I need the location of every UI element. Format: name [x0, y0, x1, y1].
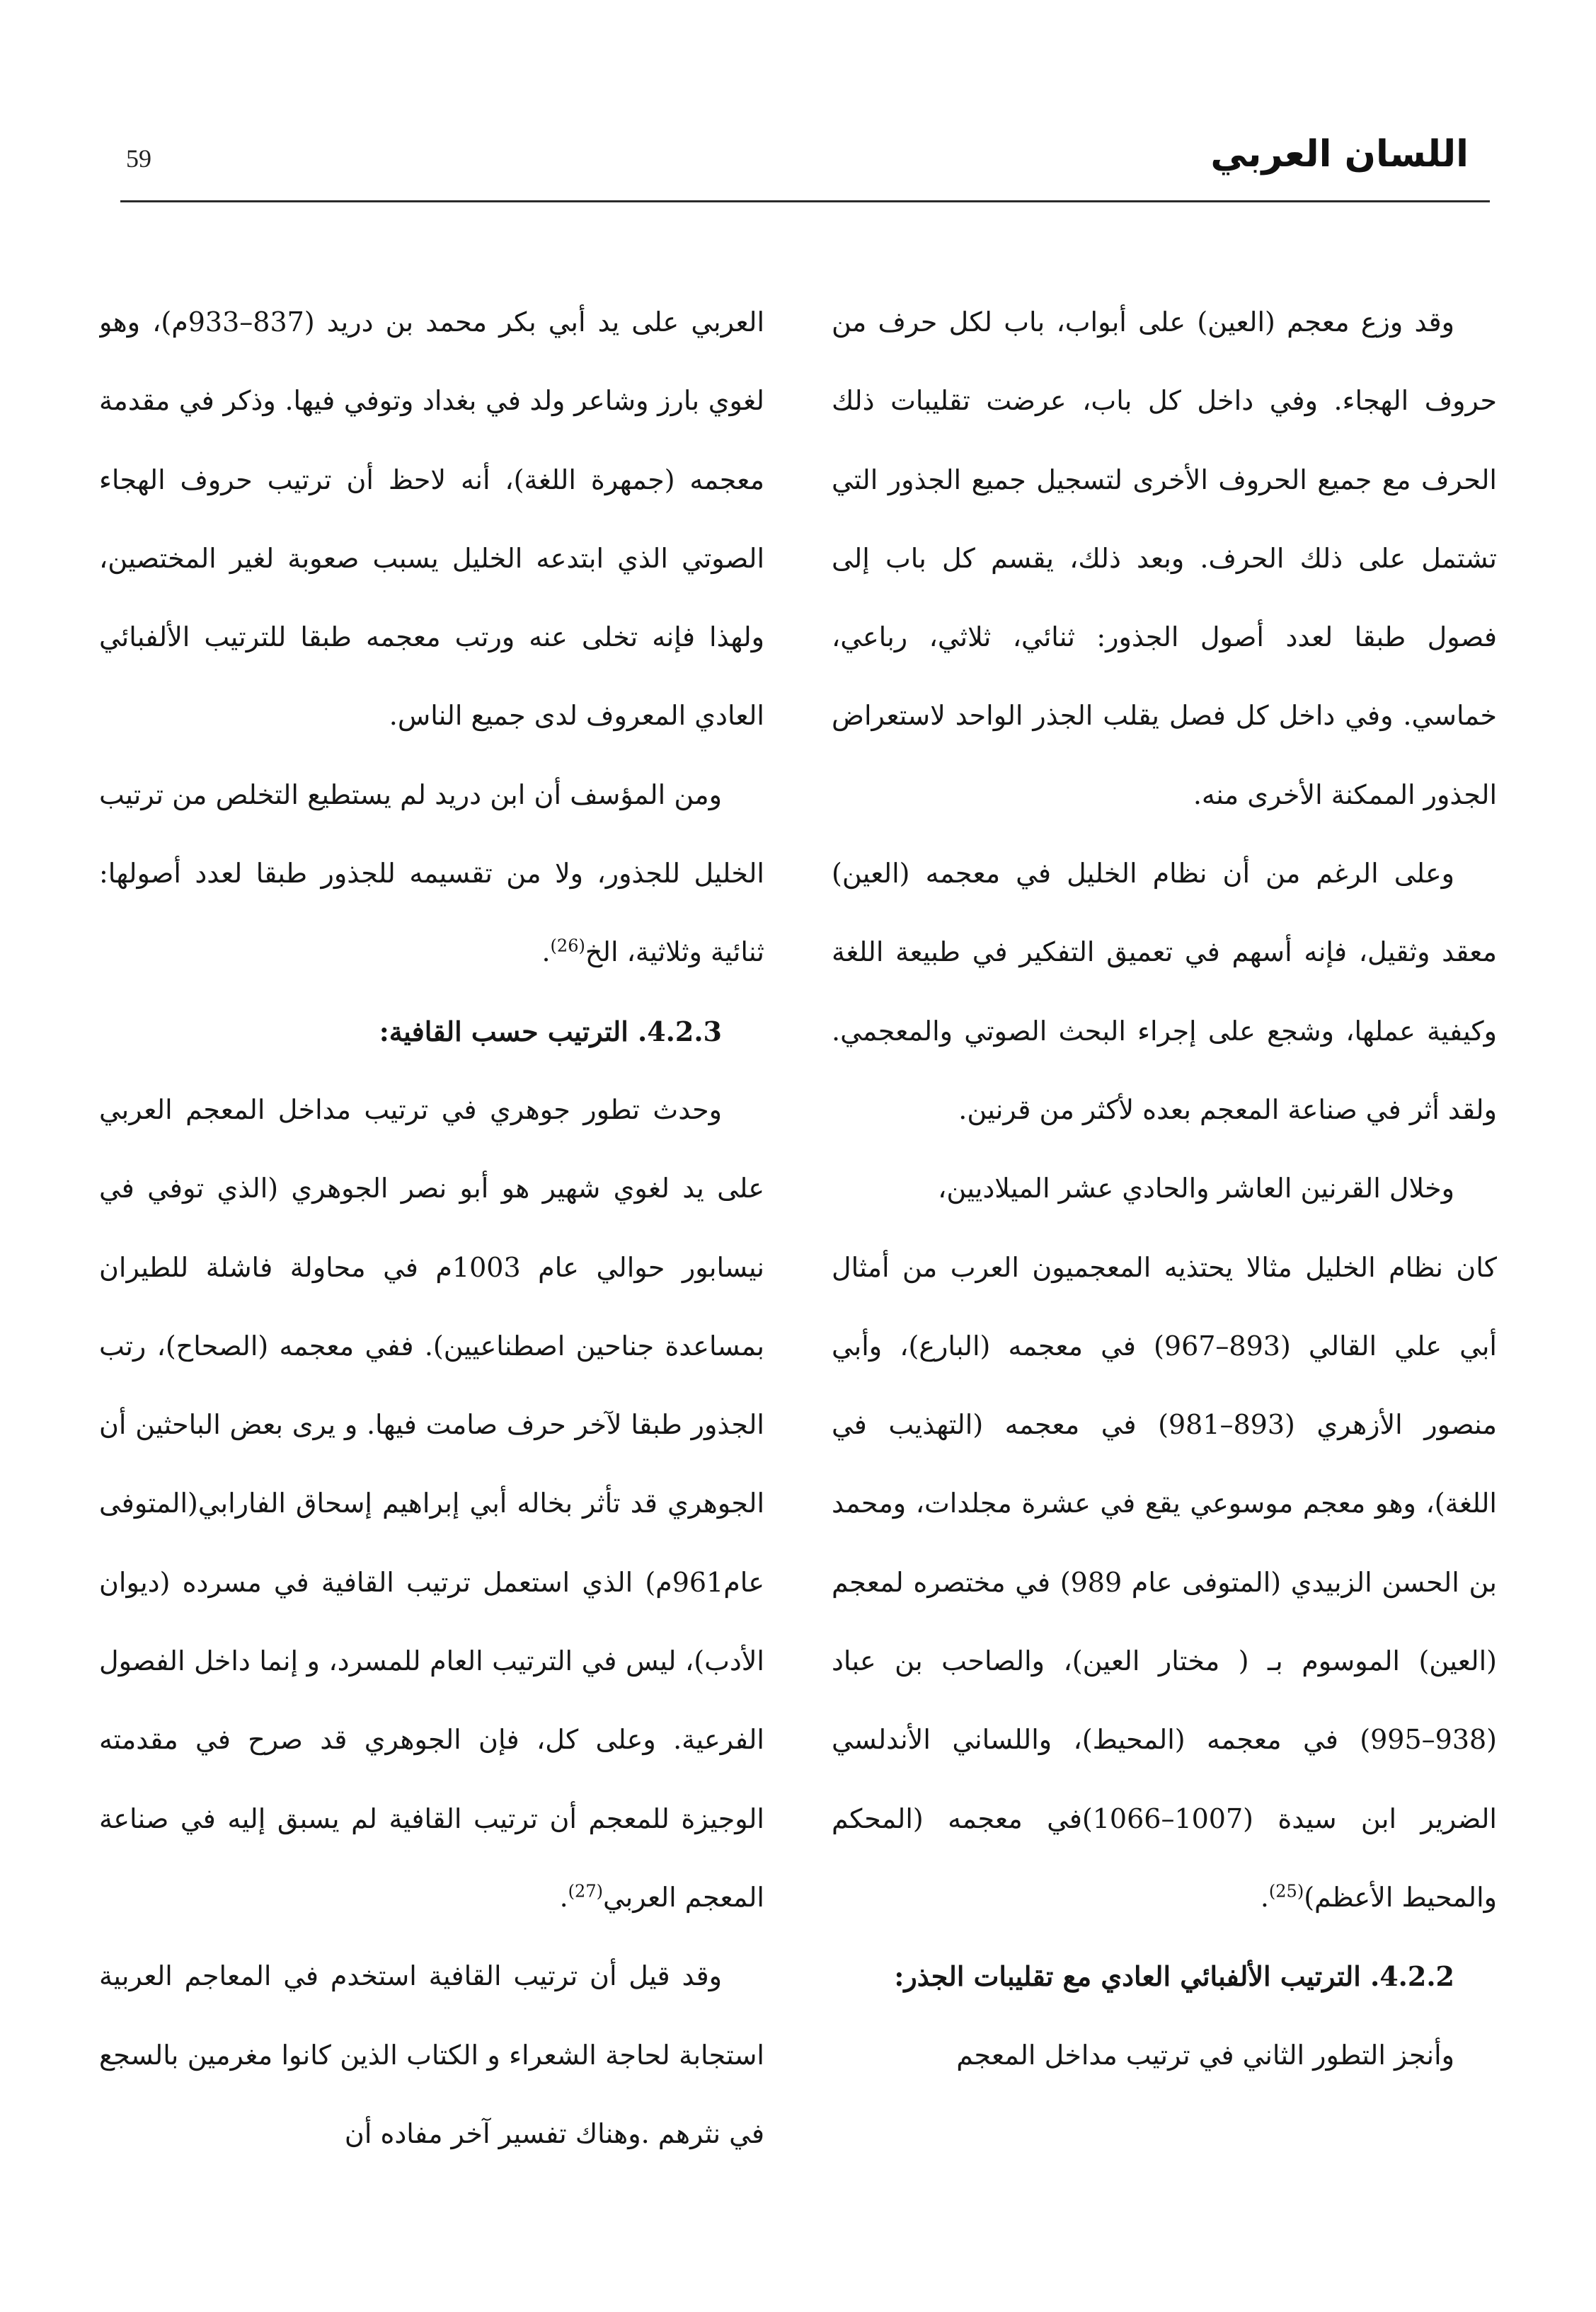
header-divider	[120, 200, 1490, 202]
paragraph: وعلى الرغم من أن نظام الخليل في معجمه (العين) معقد وثقيل، فإنه أسهم في تعميق التفكير في طبيعة اللغة وكيفية عملها، وشجع على إجراء البحث الصوتي والمعجمي. ولقد أثر في صناعة المعجم بعده لأكثر من قرنين.	[832, 858, 1497, 1125]
paragraph: وقد قيل أن ترتيب القافية استخدم في المعاجم العربية استجابة لحاجة الشعراء و الكتاب الذين كانوا مغرمين بالسجع في نثرهم .وهناك تفسير آخر مفاده أن	[99, 1960, 764, 2149]
section-heading: 4.2.2. الترتيب الألفبائي العادي مع تقليبات الجذر:	[894, 1960, 1454, 1993]
paragraph: وحدث تطور جوهري في ترتيب مداخل المعجم العربي على يد لغوي شهير هو أبو نصر الجوهري (الذي توفي في نيسابور حوالي عام 1003م في محاولة فاشلة للطيران بمساعدة جناحين اصطناعيين). ففي معجمه (الصحاح)، رتب الجذور طبقا لآخر حرف صامت فيها. و يرى بعض الباحثين أن الجوهري قد تأثر بخاله أبي إبراهيم إسحاق الفارابي(المتوفى عام961م) الذي استعمل ترتيب القافية في مسرده (ديوان الأدب)، ليس في الترتيب العام للمسرد، و إنما داخل الفصول الفرعية. وعلى كل، فإن الجوهري قد صرح في مقدمته الوجيزة للمعجم أن ترتيب القافية لم يسبق إليه في صناعة المعجم العربي$^{(27)}$.	[99, 1093, 764, 1913]
page-number: 59	[126, 144, 151, 173]
footnote-ref: (25)	[1268, 1881, 1304, 1902]
paragraph: ومن المؤسف أن ابن دريد لم يستطيع التخلص من ترتيب الخليل للجذور، ولا من تقسيمه للجذور طبقا لعدد أصولها: ثنائية وثلاثية، الخ$^{(26)}$.	[99, 778, 764, 968]
journal-title-logo: اللسان العربي	[1210, 133, 1469, 176]
footnote-ref: (26)	[550, 936, 585, 956]
right-column	[832, 283, 1497, 2208]
section-heading: 4.2.3. الترتيب حسب القافية:	[379, 1015, 722, 1047]
paragraph: وخلال القرنين العاشر والحادي عشر الميلاديين،	[938, 1173, 1454, 1204]
paragraph: وأنجز التطور الثاني في ترتيب مداخل المعجم	[956, 2039, 1454, 2071]
paragraph: وقد وزع معجم (العين) على أبواب، باب لكل حرف من حروف الهجاء. وفي داخل كل باب، عرضت تقليبات ذلك الحرف مع جميع الحروف الأخرى لتسجيل جميع الجذور التي تشتمل على ذلك الحرف. وبعد ذلك، يقسم كل باب إلى فصول طبقا لعدد أصول الجذور: ثنائي، ثلاثي، رباعي، خماسي. وفي داخل كل فصل يقلب الجذر الواحد لاستعراض الجذور الممكنة الأخرى منه.	[832, 306, 1497, 810]
footnote-ref: (27)	[568, 1881, 603, 1902]
paragraph: العربي على يد أبي بكر محمد بن دريد (837–933م)، وهو لغوي بارز وشاعر ولد في بغداد وتوفي فيها. وذكر في مقدمة معجمه (جمهرة اللغة)، أنه لاحظ أن ترتيب حروف الهجاء الصوتي الذي ابتدعه الخليل يسبب صعوبة لغير المختصين، ولهذا فإنه تخلى عنه ورتب معجمه طبقا للترتيب الألفبائي العادي المعروف لدى جميع الناس.	[99, 306, 764, 732]
left-column	[99, 283, 764, 2208]
paragraph: كان نظام الخليل مثالا يحتذيه المعجميون العرب من أمثال أبي علي القالي (893–967) في معجمه (البارع)، وأبي منصور الأزهري (893–981) في معجمه (التهذيب في اللغة)، وهو معجم موسوعي يقع في عشرة مجلدات، ومحمد بن الحسن الزبيدي (المتوفى عام 989) في مختصره لمعجم (العين) الموسوم بـ ( مختار العين)، والصاحب بن عباد (938–995) في معجمه (المحيط)، واللساني الأندلسي الضرير ابن سيدة (1007–1066)في معجمه (المحكم والمحيط الأعظم)$^{(25)}$.	[832, 1251, 1497, 1913]
